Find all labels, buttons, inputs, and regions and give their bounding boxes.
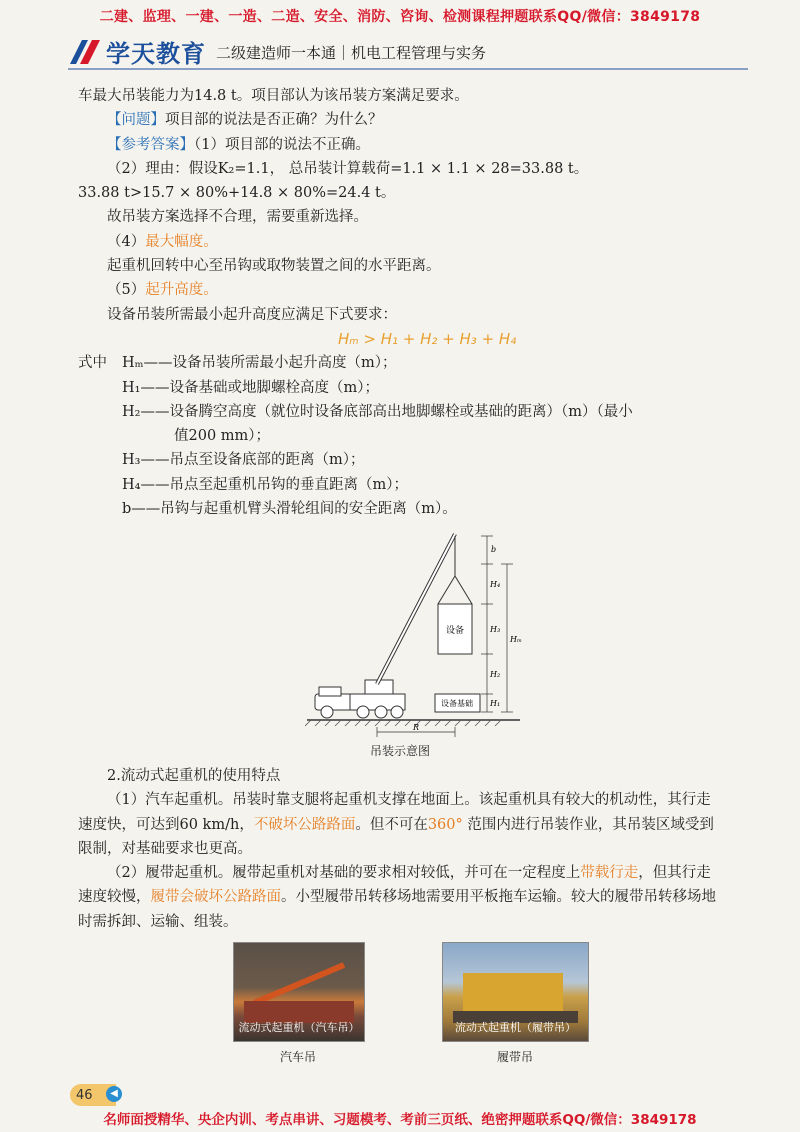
item-4-heading <box>78 230 718 254</box>
dim-label-h1: H₁ <box>490 699 501 708</box>
item-5-heading <box>78 278 718 302</box>
question-line <box>78 108 718 132</box>
dim-label-h4: H₄ <box>490 580 501 589</box>
page-arrow-icon: ◀ <box>106 1086 122 1102</box>
answer-line <box>78 133 718 157</box>
item-4-number: （4） <box>107 233 146 250</box>
definition-item: H₃——吊点至设备底部的距离（m）； <box>122 452 365 469</box>
book-title: 二级建造师一本通｜机电工程管理与实务 <box>216 44 487 62</box>
truck-crane-paragraph <box>78 788 723 861</box>
text-run: （1）汽车起重机。吊装时靠支腿将起重机支撑在地面上。该起重机具有较大的机动性，其行走速度快，可达到60 km/h， <box>78 792 711 833</box>
truck-crane-photo <box>233 942 365 1042</box>
header-divider <box>68 68 748 70</box>
lifting-diagram <box>305 524 525 754</box>
answer-text: （1）项目部的说法不正确。 <box>194 136 370 153</box>
bottom-promo-banner: 名师面授精华、央企内训、考点串讲、习题模考、考前三页纸、绝密押题联系QQ/微信：3849178 <box>103 1112 697 1128</box>
highlight-text: 履带会破坏公路路面 <box>150 889 281 906</box>
top-promo-banner: 二建、监理、一建、一造、二造、安全、消防、咨询、检测课程押题联系QQ/微信：3849178 <box>99 9 701 25</box>
definition-item: H₂——设备腾空高度（就位时设备底部高出地脚螺栓或基础的距离）（m）（最小 <box>122 403 633 420</box>
brand-mark-icon <box>68 38 102 66</box>
sling-right <box>455 576 472 604</box>
text-run: ，但其行走速度较慢， <box>78 865 711 906</box>
where-label: 式中 <box>78 355 107 372</box>
definition-item: H₁——设备基础或地脚螺栓高度（m）； <box>122 379 379 396</box>
foundation-label: 设备基础 <box>441 699 473 708</box>
conclusion-line: 故吊装方案选择不合理，需要重新选择。 <box>107 209 368 226</box>
crawler-crane-caption: 履带吊 <box>496 1050 533 1064</box>
item-4-term: 最大幅度。 <box>145 233 218 250</box>
diagram-caption: 吊装示意图 <box>369 744 430 758</box>
dim-label-b: b <box>491 545 497 554</box>
text-run: 。小型履带吊转移场地需要用平板拖车运输。较大的履带吊转移场地时需拆卸、运输、组装。 <box>78 889 716 930</box>
definition-item: b——吊钩与起重机臂头滑轮组间的安全距离（m）。 <box>122 501 457 518</box>
highlight-text: 不破坏公路路面 <box>253 816 356 833</box>
crawler-crane-paragraph <box>78 861 723 934</box>
lifting-height-formula: Hₘ > H₁ + H₂ + H₃ + H₄ <box>338 329 517 348</box>
brand-name: 学天教育 <box>106 40 206 68</box>
dim-label-h2: H₂ <box>490 670 501 679</box>
item-5-number: （5） <box>107 282 146 299</box>
truck-crane-caption: 汽车吊 <box>279 1050 316 1064</box>
dim-label-hm: Hₘ <box>510 635 522 644</box>
variable-definitions <box>78 351 718 521</box>
equipment-label: 设备 <box>445 626 465 636</box>
paragraph: 车最大吊装能力为14.8 t。项目部认为该吊装方案满足要求。 <box>78 88 469 104</box>
crawler-crane-photo <box>442 942 589 1042</box>
item-5-term: 起升高度。 <box>145 282 218 299</box>
calc-line: 33.88 t>15.7 × 80%+14.8 × 80%=24.4 t。 <box>78 185 396 202</box>
crawler-crane-photo-label: 流动式起重机（履带吊） <box>455 1021 576 1034</box>
page-number: 46 <box>70 1084 116 1106</box>
question-text: 项目部的说法是否正确？为什么？ <box>165 112 383 129</box>
reason-line: （2）理由：假设K₂=1.1， 总吊装计算载荷=1.1 × 1.1 × 28=33.88 t。 <box>107 160 589 177</box>
item-4-definition: 起重机回转中心至吊钩或取物装置之间的水平距离。 <box>107 258 441 275</box>
text-run: （2）履带起重机。履带起重机对基础的要求相对较低，并可在一定程度上 <box>107 865 581 882</box>
brand-logo <box>68 34 206 69</box>
section-2-text <box>78 764 723 934</box>
highlight-text: 360° <box>427 816 463 833</box>
item-5-definition: 设备吊装所需最小起升高度应满足下式要求： <box>107 306 397 323</box>
section-2-heading: 2.流动式起重机的使用特点 <box>107 768 281 784</box>
answer-tag: 【参考答案】 <box>107 136 194 153</box>
definition-item: Hₘ——设备吊装所需最小起升高度（m）； <box>122 355 397 372</box>
dim-label-r: R <box>413 723 420 732</box>
question-tag: 【问题】 <box>107 112 165 129</box>
text-run: 范围内进行吊装作业，其吊装区域受到限制，对基础要求也更高。 <box>78 816 714 857</box>
truck-crane-icon <box>315 534 455 718</box>
highlight-text: 带载行走 <box>580 865 639 882</box>
definition-list <box>122 351 718 521</box>
truck-crane-photo-label: 流动式起重机（汽车吊） <box>238 1021 360 1034</box>
sling-left <box>438 576 455 604</box>
text-run: 。但不可在 <box>355 816 428 833</box>
definition-continuation: 值200 mm）； <box>174 428 271 445</box>
definition-item: H₄——吊点至起重机吊钩的垂直距离（m）； <box>122 476 408 493</box>
main-text-block <box>78 84 718 521</box>
page-header <box>68 34 748 68</box>
dim-label-h3: H₃ <box>490 625 501 634</box>
